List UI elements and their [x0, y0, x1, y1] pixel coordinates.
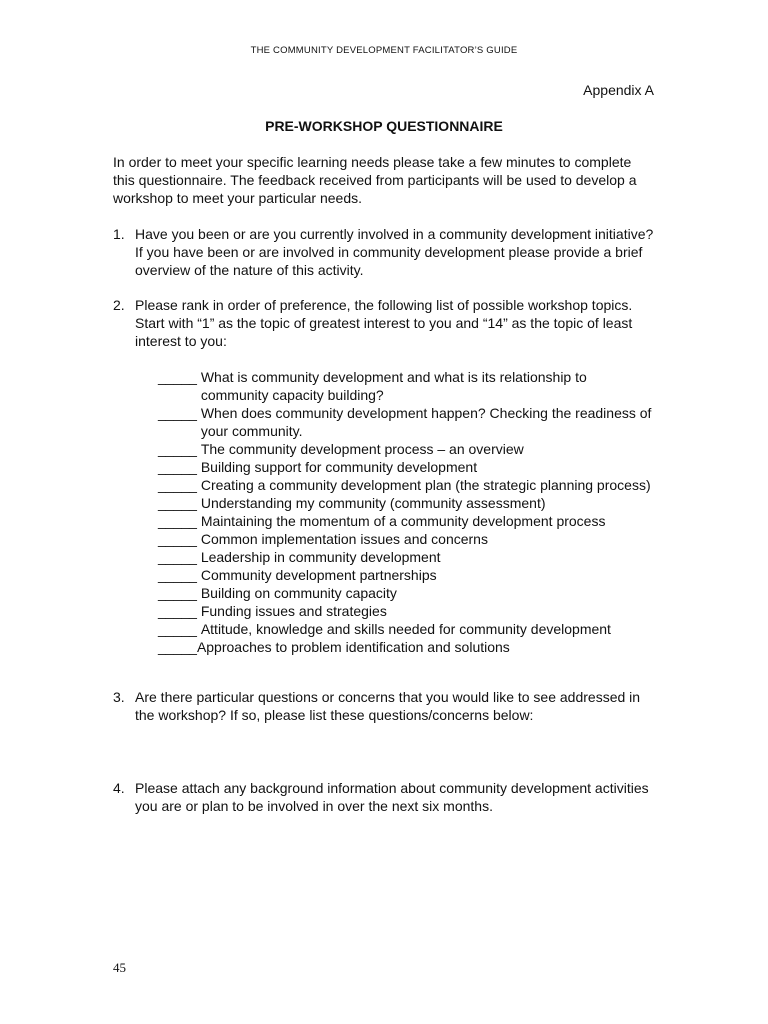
question-1 — [113, 225, 658, 279]
rank-blank[interactable]: _____ — [158, 513, 201, 529]
topic-text: Community development partnerships — [200, 567, 437, 583]
topic-text: Building support for community development — [200, 459, 478, 475]
running-header: THE COMMUNITY DEVELOPMENT FACILITATOR’S GUIDE — [250, 45, 518, 56]
rank-blank[interactable]: _____ — [158, 639, 197, 655]
rank-blank[interactable]: _____ — [158, 495, 201, 511]
rank-blank[interactable]: _____ — [158, 603, 201, 619]
rank-blank[interactable]: _____ — [158, 405, 201, 421]
topic-item — [158, 476, 658, 494]
rank-blank[interactable]: _____ — [158, 621, 201, 637]
question-number: 2. — [113, 297, 125, 313]
topic-item — [158, 512, 658, 530]
topic-item — [158, 584, 658, 602]
rank-blank[interactable]: _____ — [158, 567, 201, 583]
topic-text: Funding issues and strategies — [200, 603, 387, 619]
question-text: Please rank in order of preference, the following list of possible workshop topics. Start with “1” as the topic of greatest interest to you and “14” as the topic of least interest to you: — [135, 297, 633, 349]
question-number: 3. — [113, 689, 125, 705]
topic-list — [158, 368, 658, 656]
rank-blank[interactable]: _____ — [158, 477, 201, 493]
page-title: PRE-WORKSHOP QUESTIONNAIRE — [265, 118, 503, 134]
rank-blank[interactable]: _____ — [158, 459, 201, 475]
topic-text: Building on community capacity — [200, 585, 397, 601]
question-number: 4. — [113, 780, 125, 796]
topic-text: Creating a community development plan (the strategic planning process) — [200, 477, 651, 493]
intro-paragraph: In order to meet your specific learning needs please take a few minutes to complete this questionnaire. The feedback received from participants will be used to develop a workshop to meet your particular needs. — [113, 154, 637, 206]
topic-item — [158, 458, 658, 476]
topic-text: Approaches to problem identification and solutions — [196, 639, 510, 655]
question-3 — [113, 688, 658, 724]
question-2 — [113, 296, 658, 350]
topic-text: When does community development happen? Checking the readiness of your community. — [200, 405, 652, 439]
topic-text: Leadership in community development — [200, 549, 441, 565]
rank-blank[interactable]: _____ — [158, 585, 201, 601]
topic-text: Attitude, knowledge and skills needed for community development — [200, 621, 611, 637]
rank-blank[interactable]: _____ — [158, 549, 201, 565]
topic-text: Maintaining the momentum of a community development process — [200, 513, 606, 529]
topic-item — [158, 494, 658, 512]
question-4 — [113, 779, 658, 815]
topic-item — [158, 548, 658, 566]
question-text: Have you been or are you currently involved in a community development initiative? If you have been or are involved in community development please provide a brief overview of the nature of this activity. — [135, 226, 654, 278]
question-text: Are there particular questions or concerns that you would like to see addressed in the workshop? If so, please list these questions/concerns below: — [135, 689, 641, 723]
topic-text: The community development process – an overview — [200, 441, 524, 457]
topic-item — [158, 530, 658, 548]
topic-item — [158, 620, 658, 638]
topic-item — [158, 440, 658, 458]
question-text: Please attach any background information about community development activities you are or plan to be involved in over the next six months. — [135, 780, 649, 814]
rank-blank[interactable]: _____ — [158, 441, 201, 457]
appendix-label: Appendix A — [583, 82, 654, 98]
topic-item — [158, 602, 658, 620]
page-number: 45 — [113, 960, 126, 975]
topic-item — [158, 368, 658, 404]
topic-item — [158, 566, 658, 584]
question-number: 1. — [113, 226, 125, 242]
topic-item — [158, 638, 658, 656]
rank-blank[interactable]: _____ — [158, 369, 201, 385]
topic-text: Common implementation issues and concerns — [200, 531, 488, 547]
topic-text: What is community development and what is its relationship to community capacity building? — [200, 369, 587, 403]
topic-text: Understanding my community (community assessment) — [200, 495, 546, 511]
topic-item — [158, 404, 658, 440]
rank-blank[interactable]: _____ — [158, 531, 201, 547]
